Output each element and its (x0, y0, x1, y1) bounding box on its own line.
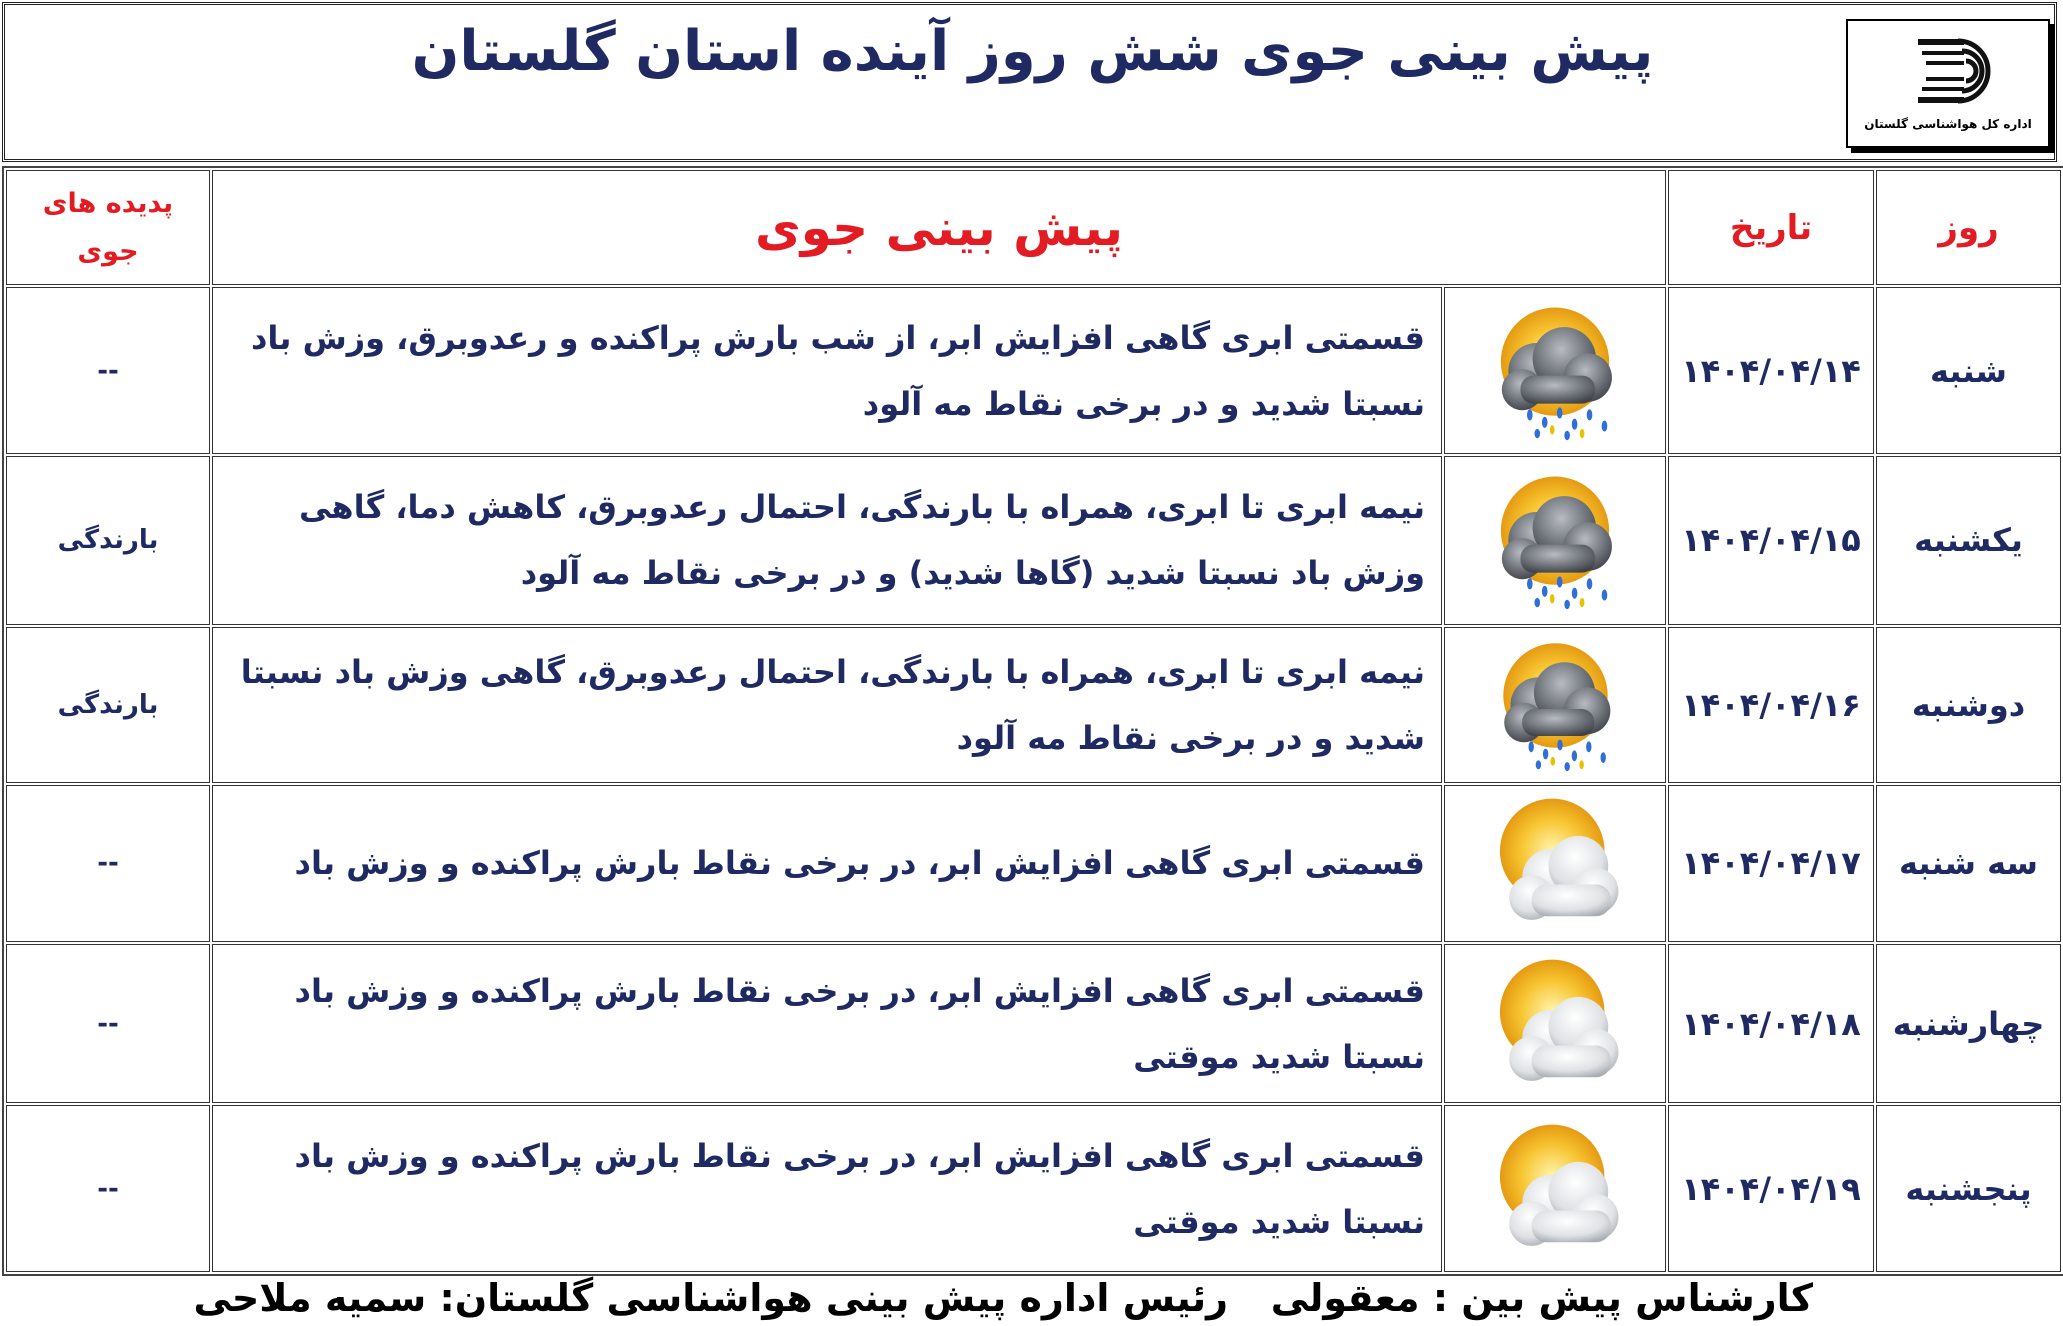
day-cell: چهارشنبه (1876, 944, 2061, 1103)
table-row (6, 287, 2061, 454)
date-cell: ۱۴۰۴/۰۴/۱۶ (1668, 627, 1874, 783)
footer-head: رئیس اداره پیش بینی هواشناسی گلستان: سمیه ملاحی (193, 1276, 1228, 1320)
phenomena-cell: -- (6, 287, 210, 454)
weather-icon-cell (1444, 944, 1666, 1103)
sun-cloud-icon (1485, 793, 1625, 933)
table-row (6, 456, 2061, 625)
sun-cloud-rain-icon (1485, 470, 1625, 610)
table-header-row (6, 170, 2061, 285)
meteorological-organization-logo-icon (1848, 21, 2048, 116)
date-cell: ۱۴۰۴/۰۴/۱۵ (1668, 456, 1874, 625)
description-cell: نیمه ابری تا ابری، همراه با بارندگی، احتمال رعدوبرق، کاهش دما، گاهی وزش باد نسبتا شدید (گاها شدید) و در برخی نقاط مه آلود (212, 456, 1442, 625)
header-date: تاریخ (1668, 170, 1874, 285)
date-cell: ۱۴۰۴/۰۴/۱۷ (1668, 785, 1874, 942)
day-cell: پنجشنبه (1876, 1105, 2061, 1272)
description-cell: قسمتی ابری گاهی افزایش ابر، در برخی نقاط بارش پراکنده و وزش باد نسبتا شدید موقتی (212, 944, 1442, 1103)
description-cell: قسمتی ابری گاهی افزایش ابر، از شب بارش پراکنده و رعدوبرق، وزش باد نسبتا شدید و در برخی نقاط مه آلود (212, 287, 1442, 454)
weather-icon-cell (1444, 627, 1666, 783)
table-row (6, 627, 2061, 783)
sun-cloud-icon (1485, 1119, 1625, 1259)
day-cell: دوشنبه (1876, 627, 2061, 783)
logo (1846, 19, 2050, 148)
description-cell: نیمه ابری تا ابری، همراه با بارندگی، احتمال رعدوبرق، گاهی وزش باد نسبتا شدید و در برخی نقاط مه آلود (212, 627, 1442, 783)
description-cell: قسمتی ابری گاهی افزایش ابر، در برخی نقاط بارش پراکنده و وزش باد نسبتا شدید موقتی (212, 1105, 1442, 1272)
header-phenomena: پدیده های جوی (6, 170, 210, 285)
sun-cloud-rain-icon (1485, 301, 1625, 441)
table-row (6, 785, 2061, 942)
phenomena-cell: -- (6, 1105, 210, 1272)
footer-forecaster: کارشناس پیش بین : معقولی (1270, 1276, 1813, 1320)
weather-icon-cell (1444, 456, 1666, 625)
day-cell: شنبه (1876, 287, 2061, 454)
phenomena-cell: بارندگی (6, 627, 210, 783)
logo-org-name: اداره کل هواشناسی گلستان (1864, 117, 2032, 131)
weather-icon-cell (1444, 1105, 1666, 1272)
header-forecast: پیش بینی جوی (212, 170, 1666, 285)
sun-cloud-rain-icon (1488, 637, 1623, 772)
day-cell: یکشنبه (1876, 456, 2061, 625)
phenomena-cell: -- (6, 944, 210, 1103)
table-row (6, 1105, 2061, 1272)
phenomena-cell: -- (6, 785, 210, 942)
forecast-table (2, 166, 2063, 1276)
page-title: پیش بینی جوی شش روز آینده استان گلستان (411, 19, 1654, 84)
day-cell: سه شنبه (1876, 785, 2061, 942)
phenomena-cell: بارندگی (6, 456, 210, 625)
date-cell: ۱۴۰۴/۰۴/۱۹ (1668, 1105, 1874, 1272)
date-cell: ۱۴۰۴/۰۴/۱۸ (1668, 944, 1874, 1103)
date-cell: ۱۴۰۴/۰۴/۱۴ (1668, 287, 1874, 454)
header-day: روز (1876, 170, 2061, 285)
table-row (6, 944, 2061, 1103)
sun-cloud-icon (1485, 954, 1625, 1094)
description-cell: قسمتی ابری گاهی افزایش ابر، در برخی نقاط بارش پراکنده و وزش باد (212, 785, 1442, 942)
weather-icon-cell (1444, 785, 1666, 942)
title-bar (2, 2, 2057, 162)
weather-icon-cell (1444, 287, 1666, 454)
